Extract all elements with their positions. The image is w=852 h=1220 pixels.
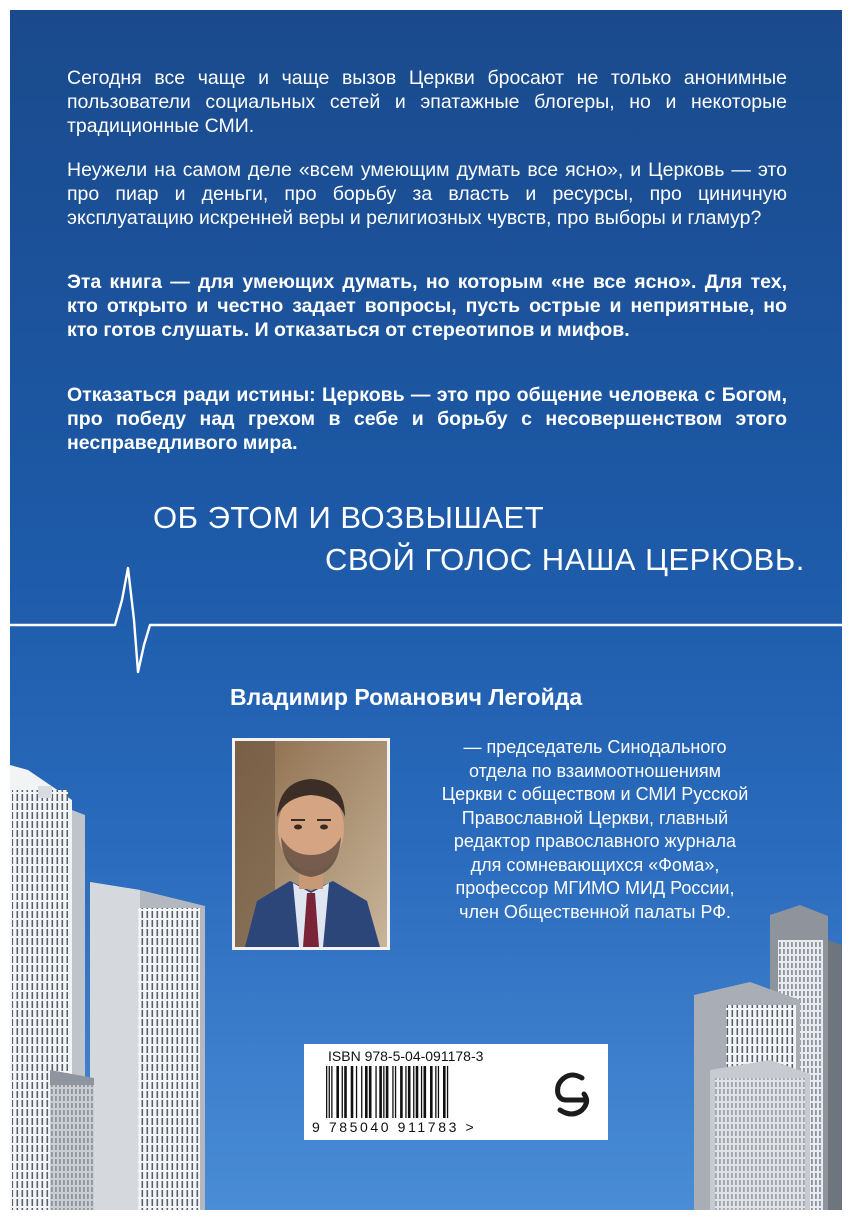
- description-paragraph-1: Сегодня все чаще и чаще вызов Церкви бросают не только анонимные пользователи социальных сетей и эпатажные блогеры, но и некоторые традиционные СМИ.: [67, 67, 787, 137]
- barcode-bar: [379, 1066, 382, 1118]
- barcode-bar: [336, 1066, 339, 1118]
- publisher-logo-icon: [552, 1070, 592, 1118]
- barcode-bar: [395, 1066, 396, 1118]
- author-photo: [232, 738, 390, 950]
- barcode-bar: [430, 1066, 433, 1118]
- barcode-bar: [351, 1066, 354, 1118]
- author-name: Владимир Романович Легойда: [230, 684, 583, 710]
- description-paragraph-4: Отказаться ради истины: Церковь — это про общение человека с Богом, про победу над грехом в себе и борьбу с несовершенством этого несправедливого мира.: [67, 384, 787, 454]
- barcode-bar: [365, 1066, 368, 1118]
- barcode-bar: [342, 1066, 343, 1118]
- barcode-bar: [375, 1066, 376, 1118]
- author-bio-line: профессор МГИМО МИД России,: [455, 878, 735, 898]
- barcode-bar: [386, 1066, 389, 1118]
- author-bio-line: отдела по взаимоотношениям: [469, 760, 721, 781]
- author-bio-line: Церкви с обществом и СМИ Русской: [441, 784, 749, 804]
- barcode-bar: [421, 1066, 422, 1118]
- author-bio: [395, 736, 795, 924]
- description-paragraph-3: Эта книга — для умеющих думать, но которым «не все ясно». Для тех, кто открыто и честно задает вопросы, пусть острые и неприятные, но кто готов слушать. И отказаться от стереотипов и мифов.: [67, 271, 787, 341]
- barcode-bar: [443, 1066, 446, 1118]
- slogan-line-1: ОБ ЭТОМ И ВОЗВЫШАЕТ: [153, 500, 545, 535]
- heartbeat-line-icon: [10, 560, 842, 680]
- back-cover: [10, 10, 842, 1210]
- barcode-bar: [400, 1066, 403, 1118]
- slogan-line-2: СВОЙ ГОЛОС НАША ЦЕРКОВЬ.: [325, 542, 805, 577]
- barcode-bar: [329, 1066, 330, 1118]
- barcode-bar: [344, 1066, 347, 1118]
- author-bio-line: член Общественной палаты РФ.: [459, 901, 731, 922]
- barcode-bar: [361, 1066, 362, 1118]
- barcode-bar: [392, 1066, 393, 1118]
- barcode-bar: [447, 1066, 448, 1118]
- barcode-bar: [413, 1066, 414, 1118]
- description-paragraph-2: Неужели на самом деле «всем умеющим думать все ясно», и Церковь — это про пиар и деньги, про борьбу за власть и ресурсы, про циничную эксплуатацию искренней веры и религиозных чувств, про выборы и гламур?: [67, 159, 787, 229]
- author-bio-line: редактор православного журнала: [453, 831, 737, 851]
- barcode-bar: [435, 1066, 436, 1118]
- isbn-digits: 9 785040 911783 >: [312, 1119, 477, 1135]
- author-bio-line: Православной Церкви, главный: [461, 807, 729, 828]
- barcode-bar: [408, 1066, 411, 1118]
- author-bio-line: — председатель Синодального: [463, 737, 727, 757]
- barcode-bar: [416, 1066, 419, 1118]
- barcode-bar: [331, 1066, 332, 1118]
- barcode-bar: [438, 1066, 439, 1118]
- barcode-bar: [383, 1066, 384, 1118]
- author-bio-line: для сомневающихся «Фома»,: [470, 854, 720, 875]
- barcode-bar: [424, 1066, 427, 1118]
- barcode-bar: [356, 1066, 357, 1118]
- barcode: [326, 1066, 526, 1122]
- isbn-label: ISBN 978-5-04-091178-3: [328, 1048, 484, 1064]
- barcode-bar: [326, 1066, 327, 1118]
- barcode-bar: [405, 1066, 406, 1118]
- barcode-bar: [369, 1066, 372, 1118]
- isbn-barcode-panel: [304, 1044, 608, 1140]
